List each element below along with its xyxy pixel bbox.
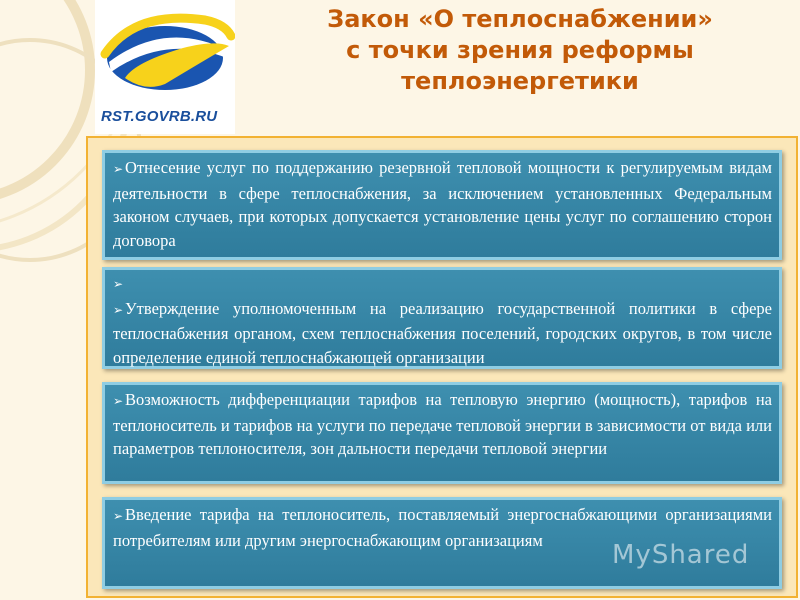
bullet-text: Введение тарифа на теплоноситель, поставляемый энергоснабжающими организациями потребителям или другим энергоснабжающим организациям [113, 505, 772, 550]
globe-logo-icon [95, 0, 235, 110]
watermark: MyShared [612, 540, 750, 570]
arrow-right-icon: ➢ [113, 509, 124, 523]
title-line: Закон «О теплоснабжении» [327, 5, 713, 33]
bullet-text: Возможность дифференциации тарифов на тепловую энергию (мощность), тарифов на теплоноситель и тарифов на услуги по передаче тепловой энергии в зависимости от вида или параметров теплоносителя, зон дальности передачи тепловой энергии [113, 390, 772, 458]
arrow-right-icon: ➢ [113, 394, 124, 408]
bullet-text: Утверждение уполномоченным на реализацию государственной политики в сфере теплоснабжения органом, схем теплоснабжения поселений, городских округов, в том числе определение единой теплоснабжающей организации [113, 298, 772, 367]
bullet-panel [102, 267, 782, 369]
logo-text: RST.GOVRB.RU [101, 108, 218, 125]
title-line: теплоэнергетики [401, 67, 639, 95]
arrow-right-icon: ➢ [113, 302, 124, 317]
bullet-panel [102, 150, 782, 260]
bullet-panel [102, 382, 782, 484]
title-line: с точки зрения реформы [346, 36, 694, 64]
bullet-text: Отнесение услуг по поддержанию резервной тепловой мощности к регулируемым видам деятельности в сфере теплоснабжения, за исключением установленных Федеральным законом случаев, при которых допускается установление цены услуг по соглашению сторон договора [113, 158, 772, 250]
arrow-right-icon: ➢ [113, 277, 124, 291]
arrow-right-icon: ➢ [113, 162, 124, 176]
slide-title [270, 4, 770, 97]
logo [95, 0, 235, 134]
